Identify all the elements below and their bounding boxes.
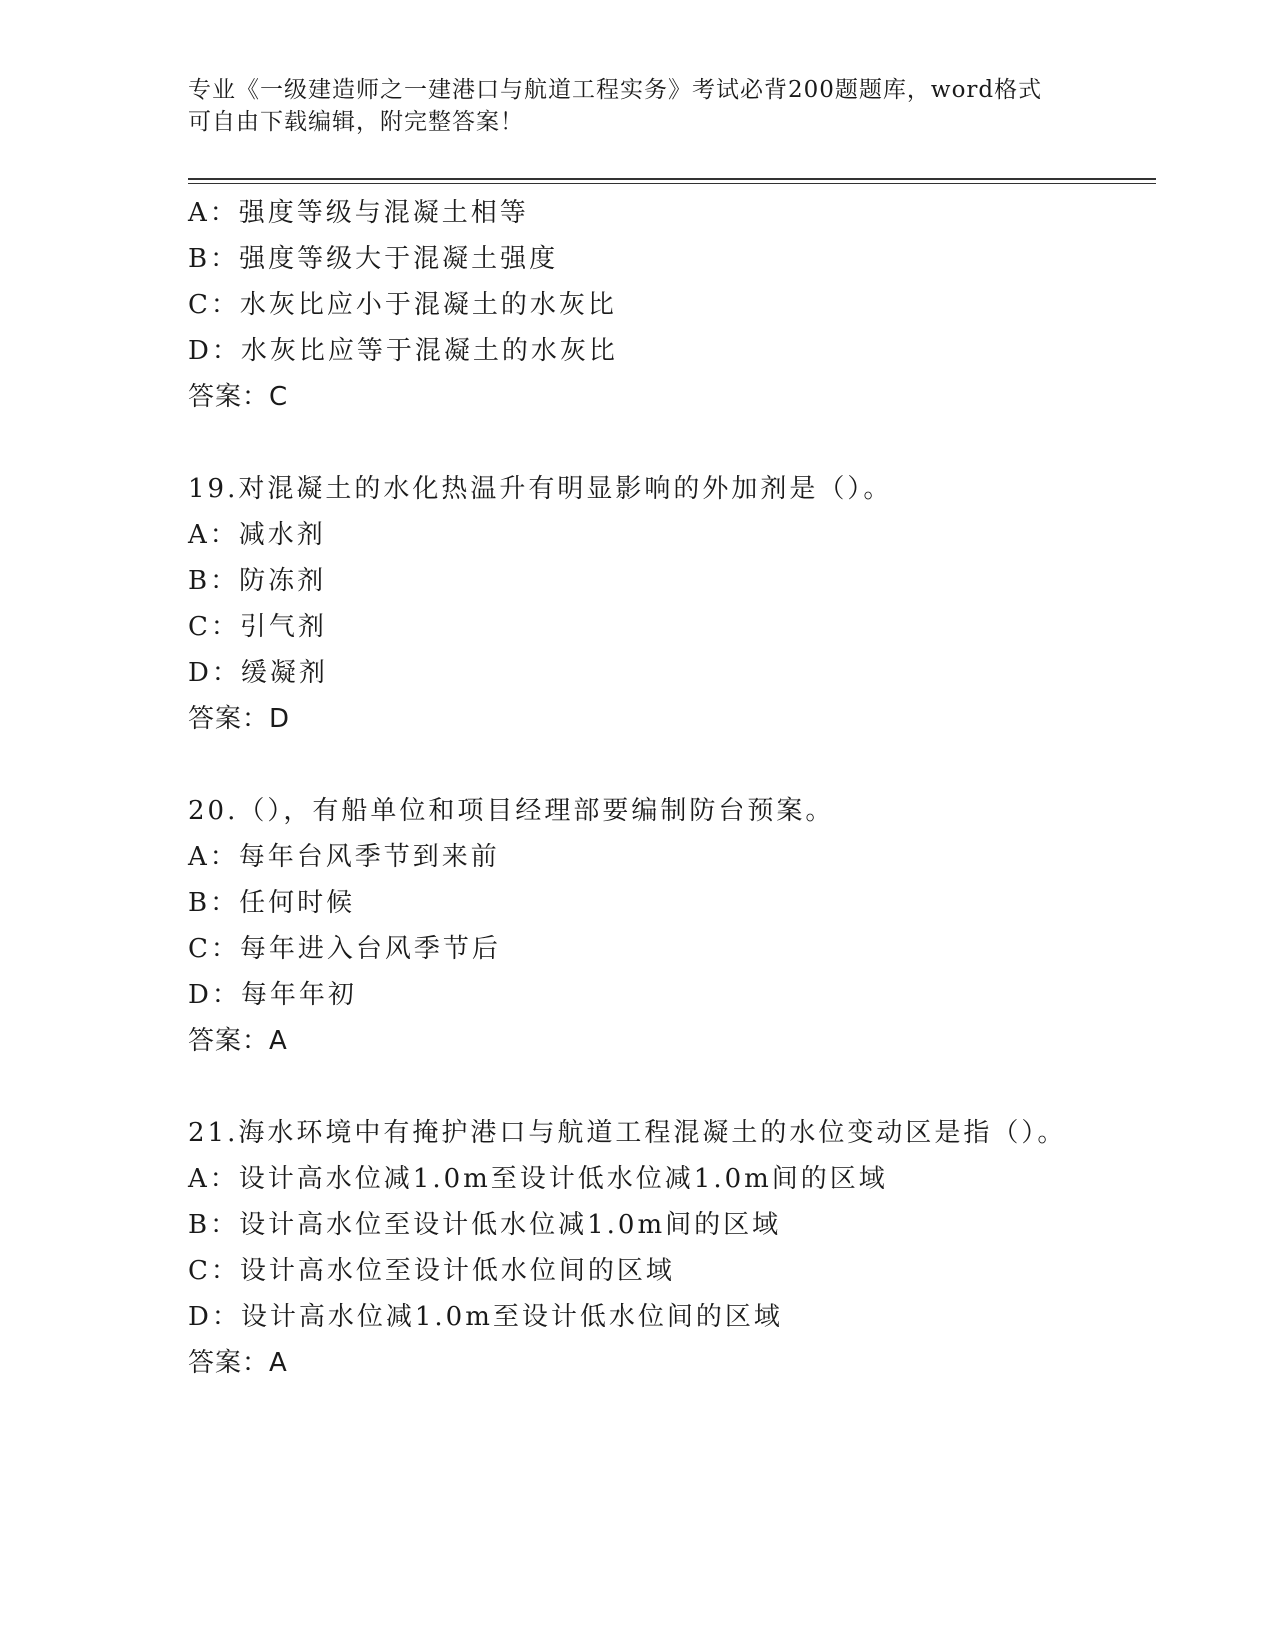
header-divider-thin [188, 183, 1156, 184]
option-d: D：缓凝剂 [188, 658, 328, 688]
document-header [188, 74, 1088, 138]
option-a: A：设计高水位减1.0m至设计低水位减1.0m间的区域 [188, 1164, 888, 1194]
option-b: B：防冻剂 [188, 566, 327, 596]
option-b: B：设计高水位至设计低水位减1.0m间的区域 [188, 1210, 782, 1240]
spacer [188, 1064, 1156, 1110]
option-b: B：任何时候 [188, 888, 356, 918]
option-a: A：减水剂 [188, 520, 326, 550]
question-19-block [188, 466, 1156, 742]
question-text: 21.海水环境中有掩护港口与航道工程混凝土的水位变动区是指（）。 [188, 1118, 1067, 1148]
option-a: A：强度等级与混凝土相等 [188, 198, 529, 228]
spacer [188, 742, 1156, 788]
question-list [188, 190, 1156, 1386]
answer-line: 答案：C [188, 382, 289, 412]
option-b: B：强度等级大于混凝土强度 [188, 244, 559, 274]
answer-line: 答案：A [188, 1348, 288, 1378]
option-d: D：水灰比应等于混凝土的水灰比 [188, 336, 618, 366]
spacer [188, 420, 1156, 466]
question-text: 19.对混凝土的水化热温升有明显影响的外加剂是（）。 [188, 474, 893, 504]
header-title-line-2: 可自由下载编辑，附完整答案！ [188, 109, 524, 135]
answer-line: 答案：D [188, 704, 291, 734]
option-d: D：设计高水位减1.0m至设计低水位间的区域 [188, 1302, 783, 1332]
option-c: C：引气剂 [188, 612, 327, 642]
option-c: C：每年进入台风季节后 [188, 934, 501, 964]
option-c: C：水灰比应小于混凝土的水灰比 [188, 290, 617, 320]
question-text: 20.（），有船单位和项目经理部要编制防台预案。 [188, 796, 835, 826]
question-20-block [188, 788, 1156, 1064]
header-divider-thick [188, 178, 1156, 180]
answer-line: 答案：A [188, 1026, 288, 1056]
question-21-block [188, 1110, 1156, 1386]
question-18-block [188, 190, 1156, 420]
option-c: C：设计高水位至设计低水位间的区域 [188, 1256, 675, 1286]
header-title-line-1: 专业《一级建造师之一建港口与航道工程实务》考试必背200题题库，word格式 [188, 77, 1043, 103]
option-d: D：每年年初 [188, 980, 357, 1010]
option-a: A：每年台风季节到来前 [188, 842, 500, 872]
